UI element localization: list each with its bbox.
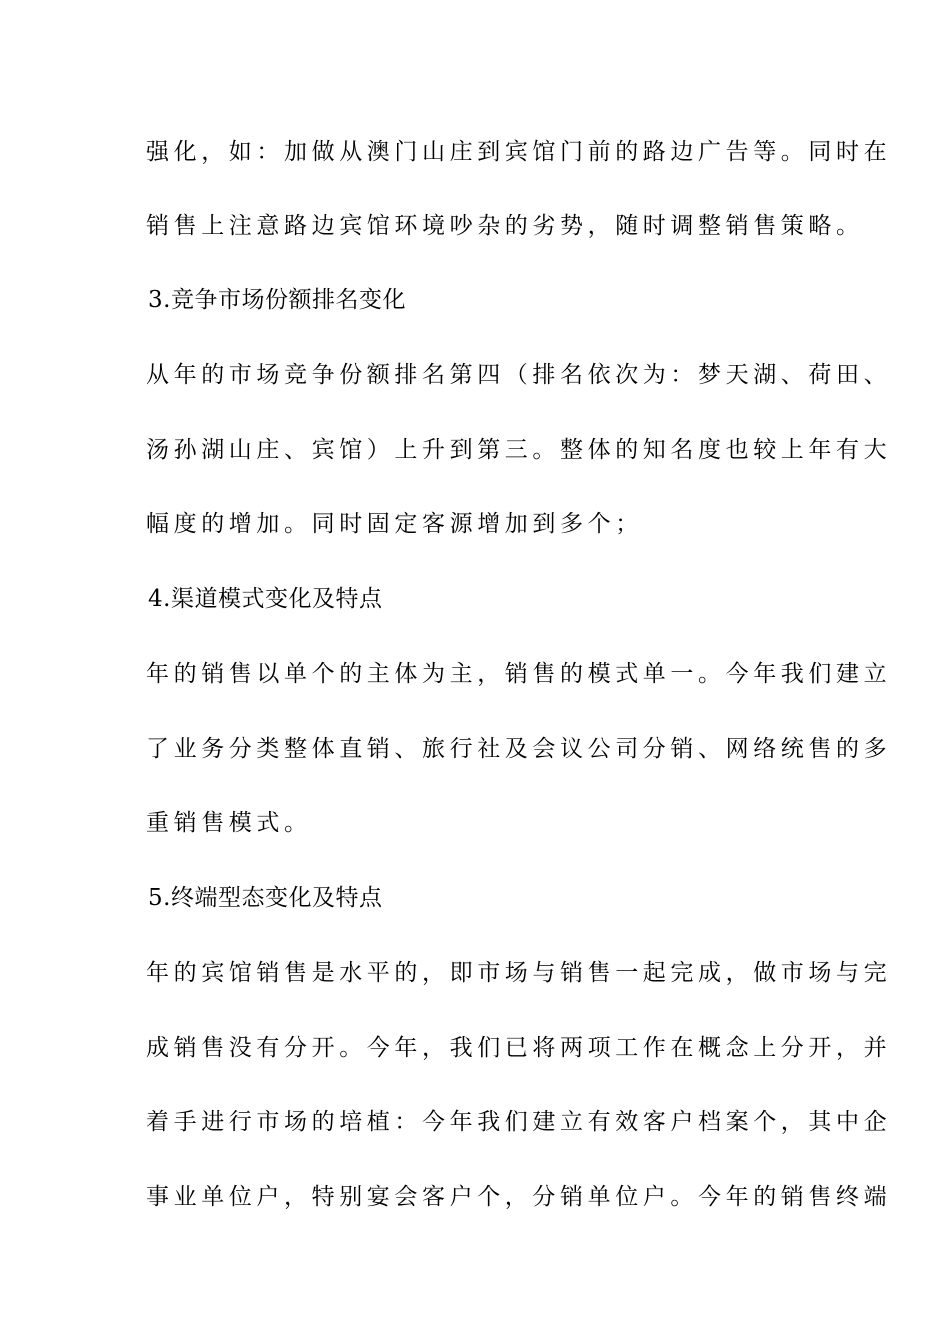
paragraph-line: 销售上注意路边宾馆环境吵杂的劣势，随时调整销售策略。 xyxy=(146,213,864,239)
paragraph-line: 幅度的增加。同时固定客源增加到多个； xyxy=(146,511,643,537)
section-heading-4: 4.渠道模式变化及特点 xyxy=(148,586,383,612)
paragraph-line: 强化，如：加做从澳门山庄到宾馆门前的路边广告等。同时在 xyxy=(146,139,892,165)
paragraph-line: 了业务分类整体直销、旅行社及会议公司分销、网络统售的多 xyxy=(146,736,892,762)
section-heading-3: 3.竞争市场份额排名变化 xyxy=(148,287,406,313)
paragraph-line: 重销售模式。 xyxy=(146,810,312,836)
section-heading-5: 5.终端型态变化及特点 xyxy=(148,885,383,911)
paragraph-line: 事业单位户，特别宴会客户个，分销单位户。今年的销售终端 xyxy=(146,1184,892,1210)
paragraph-line: 汤孙湖山庄、宾馆）上升到第三。整体的知名度也较上年有大 xyxy=(146,437,892,463)
paragraph-line: 成销售没有分开。今年，我们已将两项工作在概念上分开，并 xyxy=(146,1035,892,1061)
paragraph-line: 从年的市场竞争份额排名第四（排名依次为：梦天湖、荷田、 xyxy=(146,362,892,388)
paragraph-line: 年的宾馆销售是水平的，即市场与销售一起完成，做市场与完 xyxy=(146,960,892,986)
paragraph-line: 着手进行市场的培植：今年我们建立有效客户档案个，其中企 xyxy=(146,1109,892,1135)
paragraph-line: 年的销售以单个的主体为主，销售的模式单一。今年我们建立 xyxy=(146,661,892,687)
